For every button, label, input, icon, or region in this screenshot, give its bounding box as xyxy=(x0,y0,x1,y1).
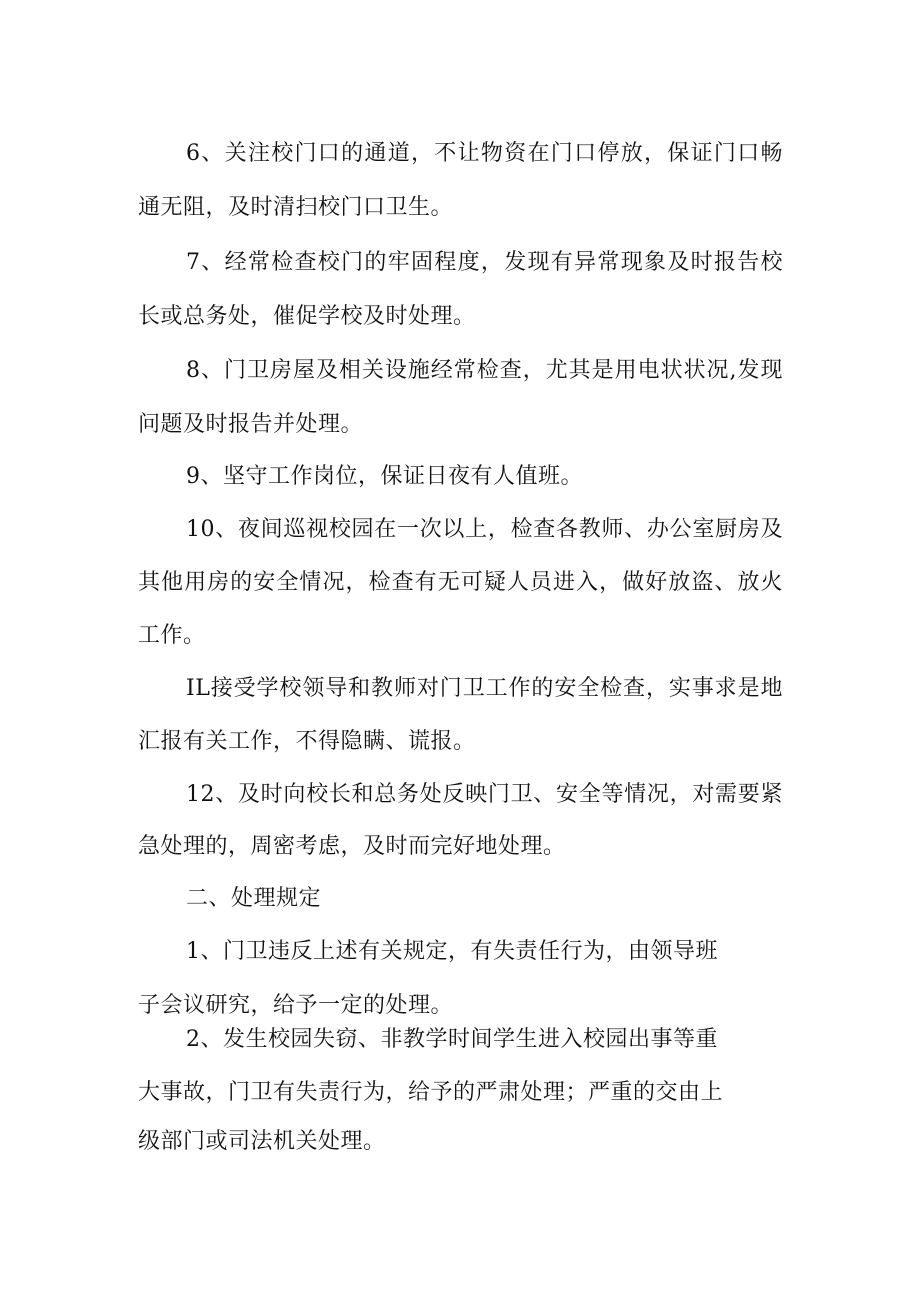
text-line: 长或总务处，催促学校及时处理。 xyxy=(138,304,476,329)
text-line: 汇报有关工作，不得隐瞒、谎报。 xyxy=(138,729,476,754)
text-line: 大事故，门卫有失责行为，给予的严肃处理；严重的交由上 xyxy=(138,1080,724,1105)
text-line: 通无阻，及时清扫校门口卫生。 xyxy=(138,195,454,220)
text-line: 子会议研究，给予一定的处理。 xyxy=(138,993,454,1018)
text-line: 工作。 xyxy=(138,623,206,648)
text-line: 1、门卫违反上述有关规定，有失责任行为，由领导班 xyxy=(186,939,718,964)
text-line: 9、坚守工作岗位，保证日夜有人值班。 xyxy=(186,464,583,489)
text-line: 级部门或司法机关处理。 xyxy=(138,1129,386,1154)
text-line: IL接受学校领导和教师对门卫工作的安全检查，实事求是地 xyxy=(186,676,783,701)
section-heading: 二、处理规定 xyxy=(186,886,322,911)
text-line: 6、关注校门口的通道，不让物资在门口停放，保证门口畅 xyxy=(186,141,783,166)
text-line: 12、及时向校长和总务处反映门卫、安全等情况，对需要紧 xyxy=(186,782,783,807)
text-line: 急处理的，周密考虑，及时而完好地处理。 xyxy=(138,834,566,859)
text-line: 其他用房的安全情况，检查有无可疑人员进入，做好放盗、放火 xyxy=(138,570,783,595)
text-line: 10、夜间巡视校园在一次以上，检查各教师、办公室厨房及 xyxy=(186,517,783,542)
text-line: 问题及时报告并处理。 xyxy=(138,412,364,437)
text-line: 7、经常检查校门的牢固程度，发现有异常现象及时报告校 xyxy=(186,250,783,275)
text-line: 2、发生校园失窃、非教学时间学生进入校园出事等重 xyxy=(186,1027,718,1052)
text-line: 8、门卫房屋及相关设施经常检查，尤其是用电状状况,发现 xyxy=(186,358,783,383)
